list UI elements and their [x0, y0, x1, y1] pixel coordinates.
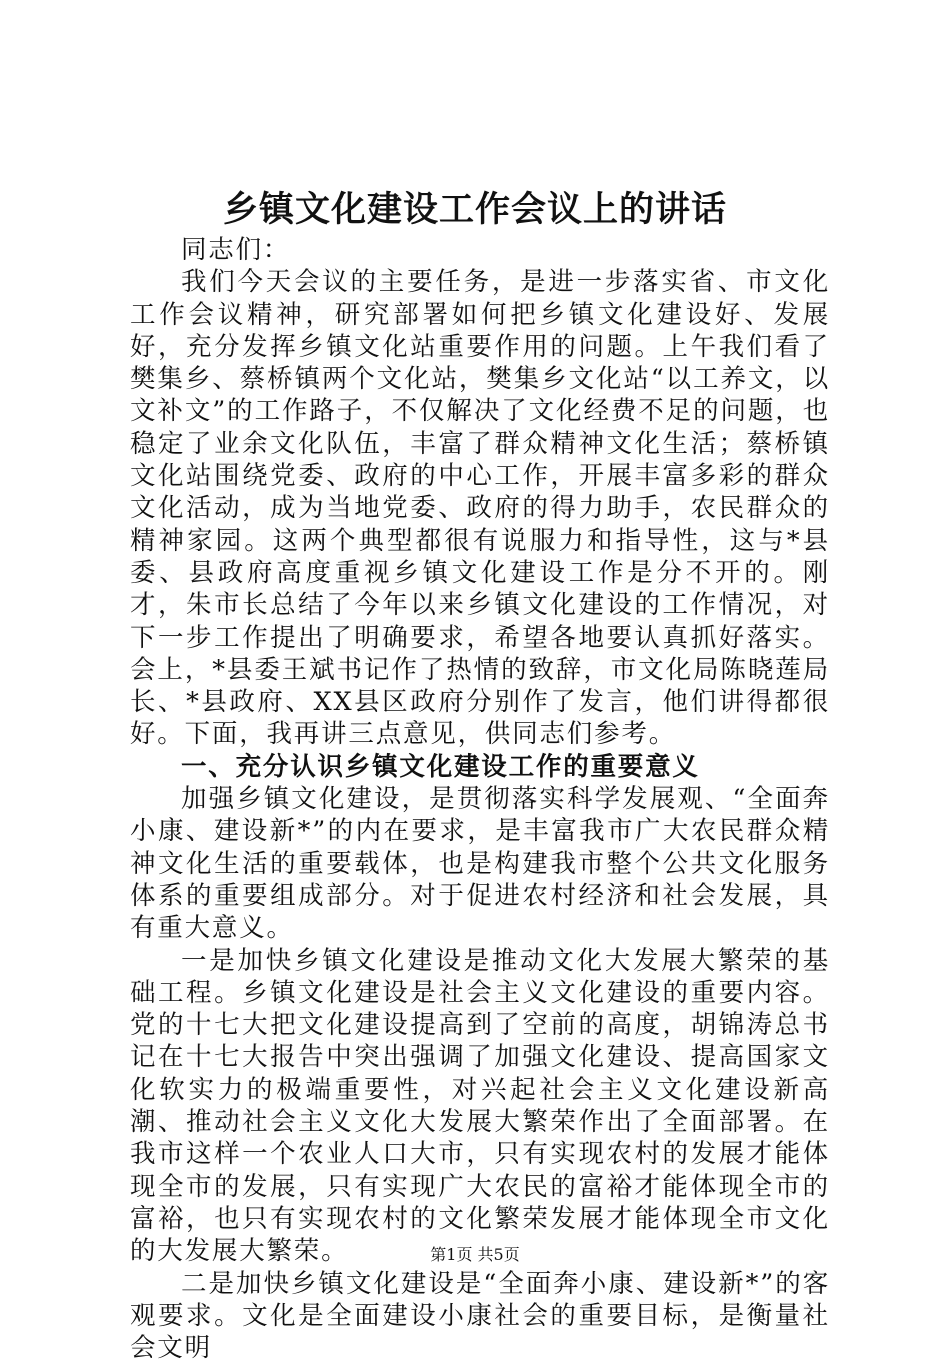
section-heading: 一、充分认识乡镇文化建设工作的重要意义: [130, 751, 830, 783]
body-paragraph: 一是加快乡镇文化建设是推动文化大发展大繁荣的基础工程。乡镇文化建设是社会主义文化建设的重要内容。党的十七大把文化建设提高到了空前的高度，胡锦涛总书记在十七大报告中突出强调了加强文化建设、提高国家文化软实力的极端重要性，对兴起社会主义文化建设新高潮、推动社会主义文化大发展大繁荣作出了全面部署。在我市这样一个农业人口大市，只有实现农村的发展才能体现全市的发展，只有实现广大农民的富裕才能体现全市的富裕，也只有实现农村的文化繁荣发展才能体现全市文化的大发展大繁荣。: [130, 945, 830, 1268]
salutation: 同志们：: [130, 234, 830, 266]
body-paragraph: 二是加快乡镇文化建设是“全面奔小康、建设新*”的客观要求。文化是全面建设小康社会的重要目标，是衡量社会文明: [130, 1268, 830, 1364]
document-body: [130, 234, 830, 1364]
page-footer: 第1页 共5页: [0, 1244, 950, 1266]
body-paragraph: 我们今天会议的主要任务，是进一步落实省、市文化工作会议精神，研究部署如何把乡镇文化建设好、发展好，充分发挥乡镇文化站重要作用的问题。上午我们看了樊集乡、蔡桥镇两个文化站，樊集乡文化站“以工养文，以文补文”的工作路子，不仅解决了文化经费不足的问题，也稳定了业余文化队伍，丰富了群众精神文化生活；蔡桥镇文化站围绕党委、政府的中心工作，开展丰富多彩的群众文化活动，成为当地党委、政府的得力助手，农民群众的精神家园。这两个典型都很有说服力和指导性，这与*县委、县政府高度重视乡镇文化建设工作是分不开的。刚才，朱市长总结了今年以来乡镇文化建设的工作情况，对下一步工作提出了明确要求，希望各地要认真抓好落实。会上，*县委王斌书记作了热情的致辞，市文化局陈晓莲局长、*县政府、XX县区政府分别作了发言，他们讲得都很好。下面，我再讲三点意见，供同志们参考。: [130, 266, 830, 750]
document-title: 乡镇文化建设工作会议上的讲话: [0, 186, 950, 234]
body-paragraph: 加强乡镇文化建设，是贯彻落实科学发展观、“全面奔小康、建设新*”的内在要求，是丰富我市广大农民群众精神文化生活的重要载体，也是构建我市整个公共文化服务体系的重要组成部分。对于促进农村经济和社会发展，具有重大意义。: [130, 783, 830, 944]
